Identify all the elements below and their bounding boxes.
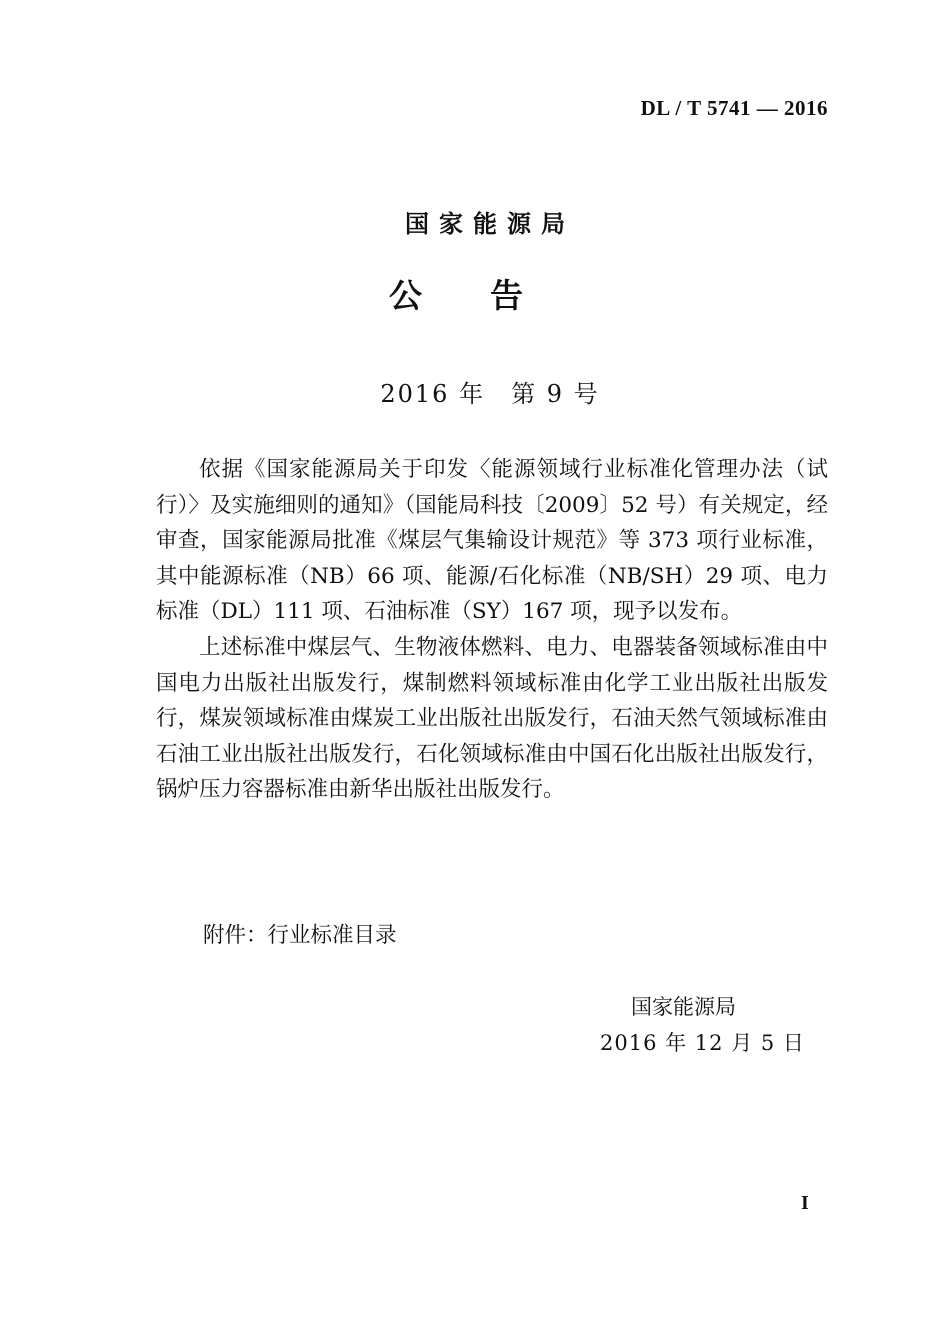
- signature-organization: 国家能源局: [631, 995, 736, 1019]
- standard-code: DL / T 5741 — 2016: [640, 96, 828, 120]
- page-number: I: [801, 1192, 809, 1214]
- signature-date: 2016 年 12 月 5 日: [600, 1031, 805, 1055]
- issuer-heading: 国家能源局: [405, 210, 575, 238]
- announcement-number: 2016 年 第 9 号: [380, 380, 600, 408]
- announcement-body: [156, 452, 828, 808]
- body-paragraph: 依据《国家能源局关于印发〈能源领域行业标准化管理办法（试行）〉及实施细则的通知》（国能局科技〔2009〕52 号）有关规定，经审查，国家能源局批准《煤层气集输设计规范》等 373 项行业标准，其中能源标准（NB）66 项、能源/石化标准（NB/SH）29 项、电力标准（DL）111 项、石油标准（SY）167 项，现予以发布。: [156, 457, 828, 625]
- attachment-note: 附件：行业标准目录: [203, 923, 397, 948]
- body-paragraph: 上述标准中煤层气、生物液体燃料、电力、电器装备领域标准由中国电力出版社出版发行，煤制燃料领域标准由化学工业出版社出版发行，煤炭领域标准由煤炭工业出版社出版发行，石油天然气领域标准由石油工业出版社出版发行，石化领域标准由中国石化出版社出版发行，锅炉压力容器标准由新华出版社出版发行。: [156, 634, 828, 803]
- document-type-title: 公告: [389, 276, 591, 315]
